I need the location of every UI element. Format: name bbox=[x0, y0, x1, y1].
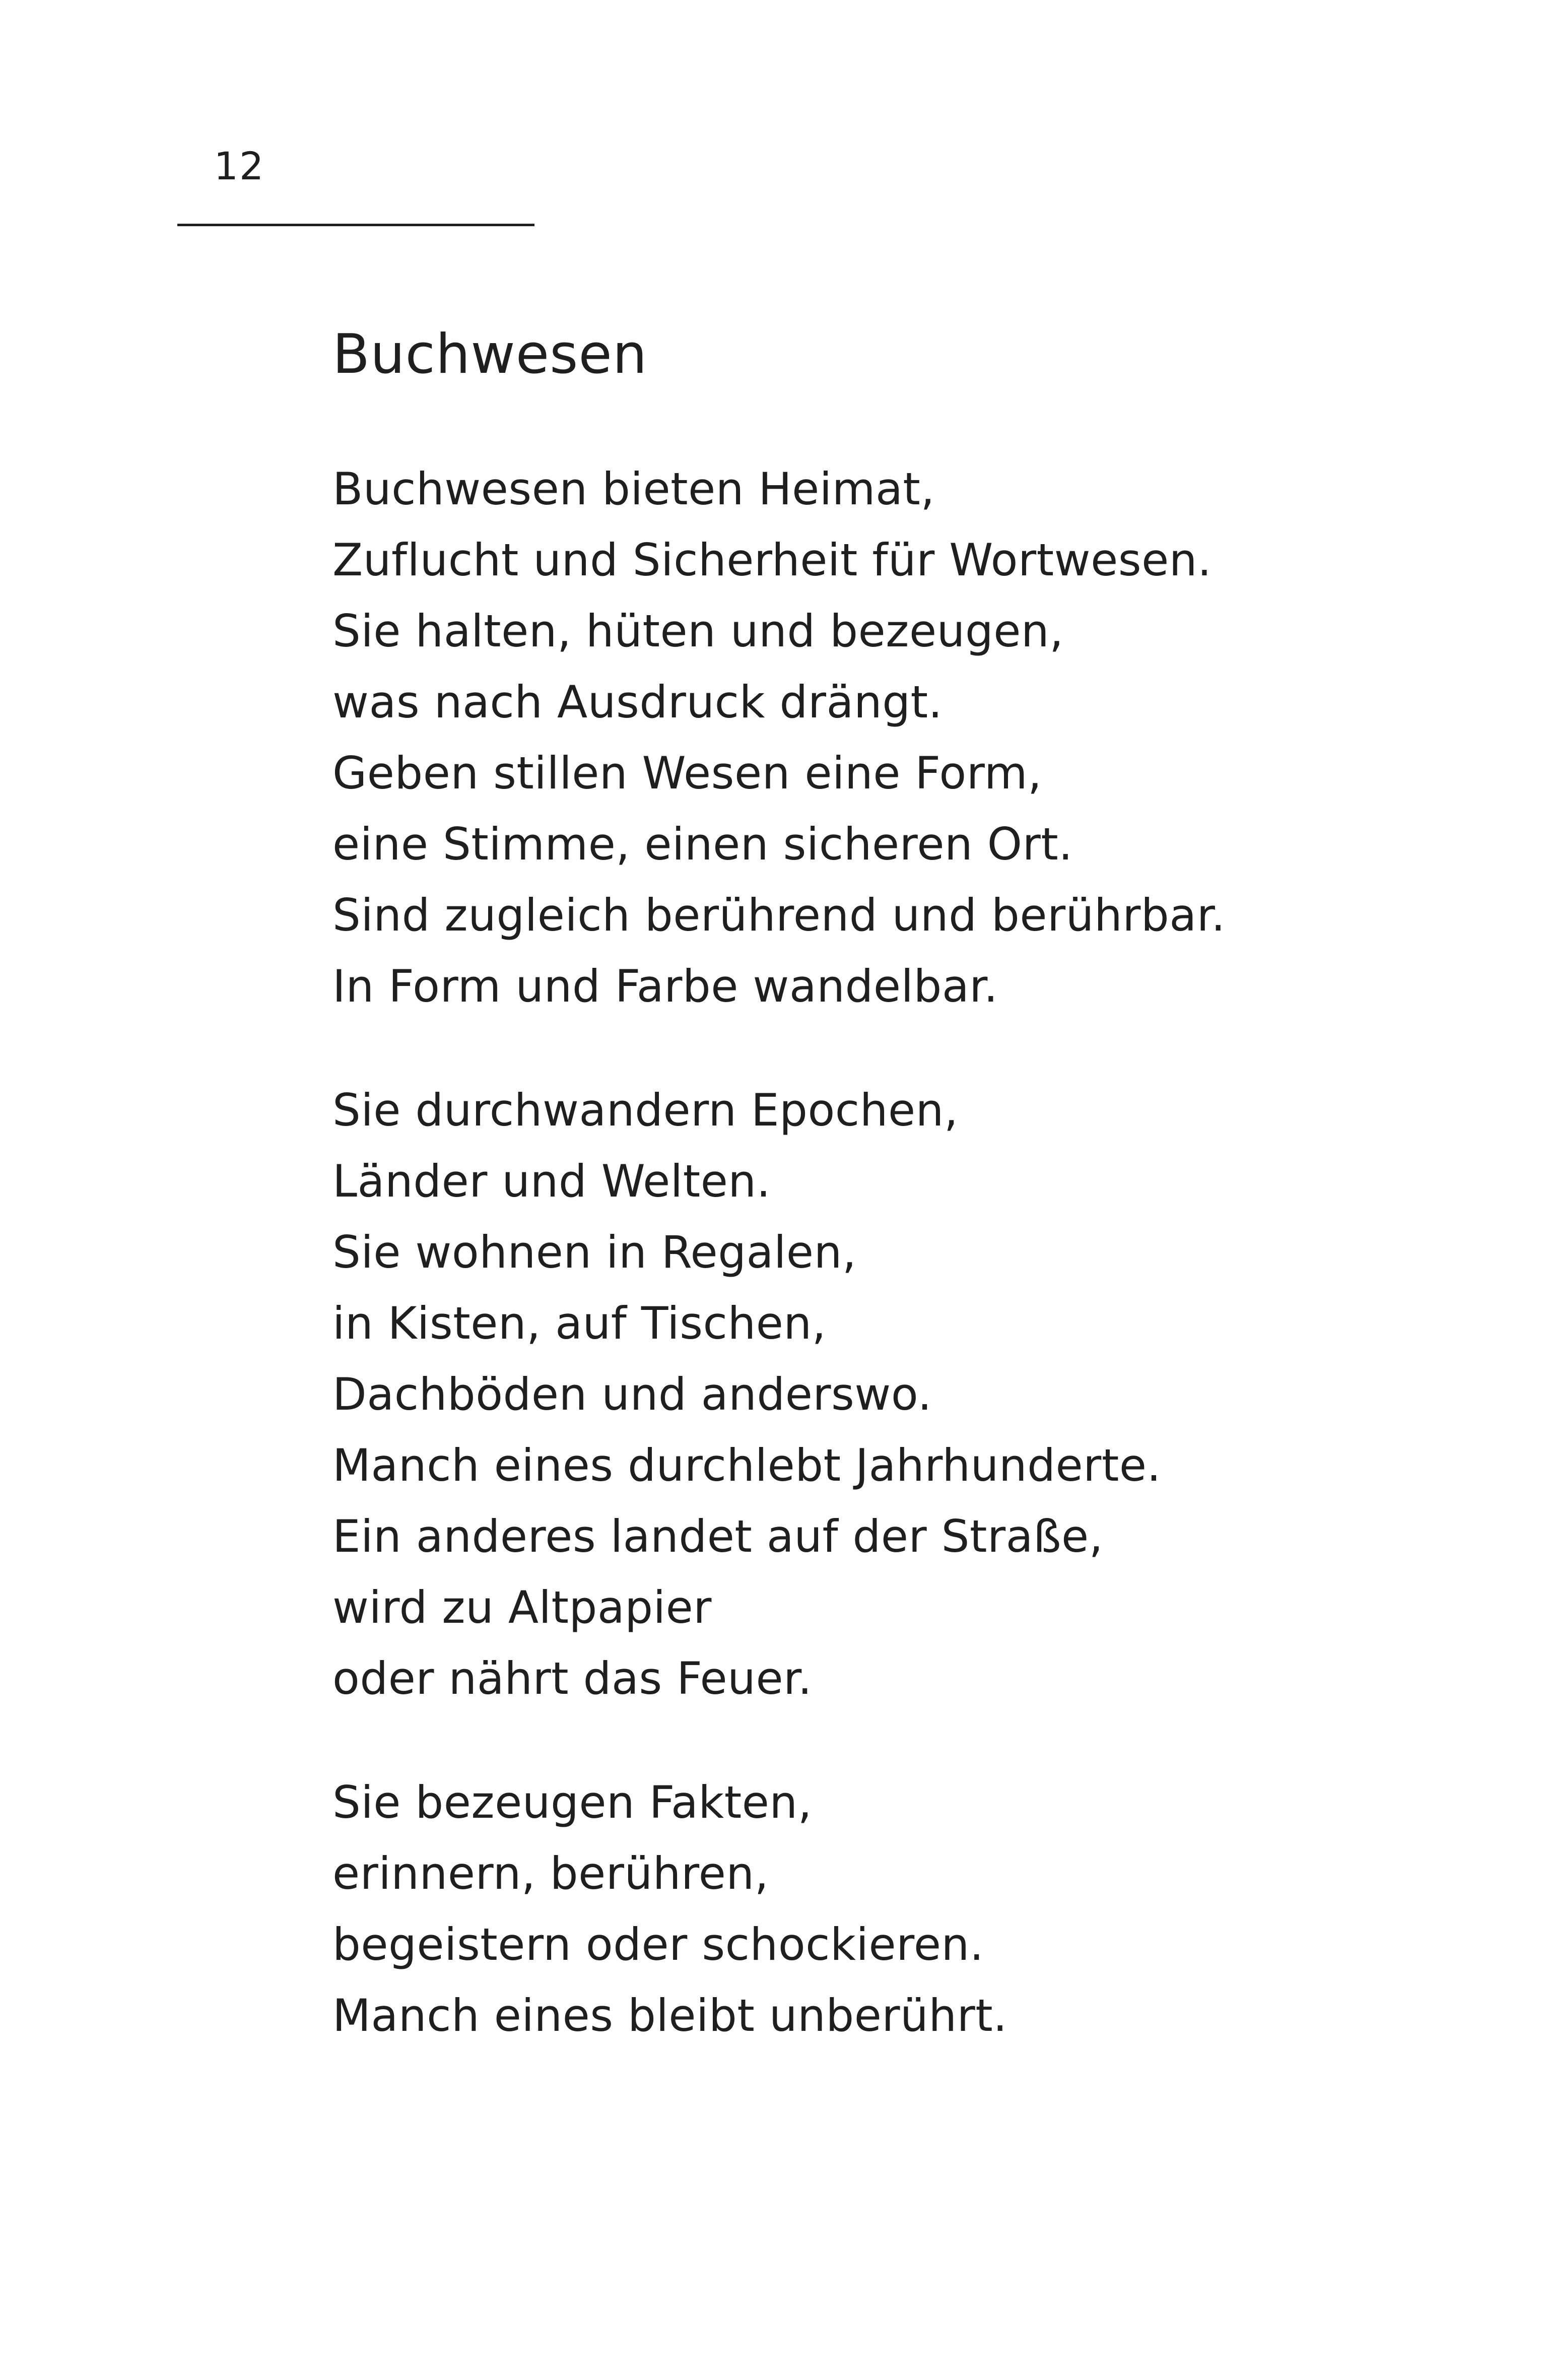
poem-line: wird zu Altpapier bbox=[332, 1581, 712, 1633]
poem-line: Dachböden und anderswo. bbox=[332, 1368, 932, 1420]
poem-line: erinnern, berühren, bbox=[332, 1847, 769, 1899]
poem-line: begeistern oder schockieren. bbox=[332, 1919, 984, 1970]
poem-line: Buchwesen bieten Heimat, bbox=[332, 463, 935, 515]
header-rule bbox=[177, 224, 534, 226]
poem-line: Sie wohnen in Regalen, bbox=[332, 1226, 857, 1278]
poem-line: oder nährt das Feuer. bbox=[332, 1652, 813, 1704]
poem-line: Länder und Welten. bbox=[332, 1155, 771, 1207]
poem-line: Sie bezeugen Fakten, bbox=[332, 1776, 813, 1828]
poem-line: Ein anderes landet auf der Straße, bbox=[332, 1510, 1104, 1562]
poem-title: Buchwesen bbox=[332, 323, 648, 386]
stanza-3 bbox=[332, 1767, 1441, 2051]
stanza-2 bbox=[332, 1075, 1441, 1714]
stanza-1 bbox=[332, 453, 1441, 1022]
poem-line: was nach Ausdruck drängt. bbox=[332, 676, 943, 728]
poem-line: eine Stimme, einen sicheren Ort. bbox=[332, 818, 1073, 870]
poem-line: in Kisten, auf Tischen, bbox=[332, 1297, 827, 1349]
page-number: 12 bbox=[214, 144, 265, 188]
poem-line: Sind zugleich berührend und berührbar. bbox=[332, 889, 1226, 941]
poem-line: Sie halten, hüten und bezeugen, bbox=[332, 605, 1064, 657]
poem-line: Sie durchwandern Epochen, bbox=[332, 1084, 959, 1136]
poem-line: Manch eines bleibt unberührt. bbox=[332, 1990, 1007, 2041]
poem-line: Zuflucht und Sicherheit für Wortwesen. bbox=[332, 534, 1212, 586]
poem-line: Geben stillen Wesen eine Form, bbox=[332, 747, 1042, 799]
poem-body bbox=[332, 453, 1441, 2104]
poem-line: In Form und Farbe wandelbar. bbox=[332, 960, 998, 1012]
poem-line: Manch eines durchlebt Jahrhunderte. bbox=[332, 1439, 1161, 1491]
